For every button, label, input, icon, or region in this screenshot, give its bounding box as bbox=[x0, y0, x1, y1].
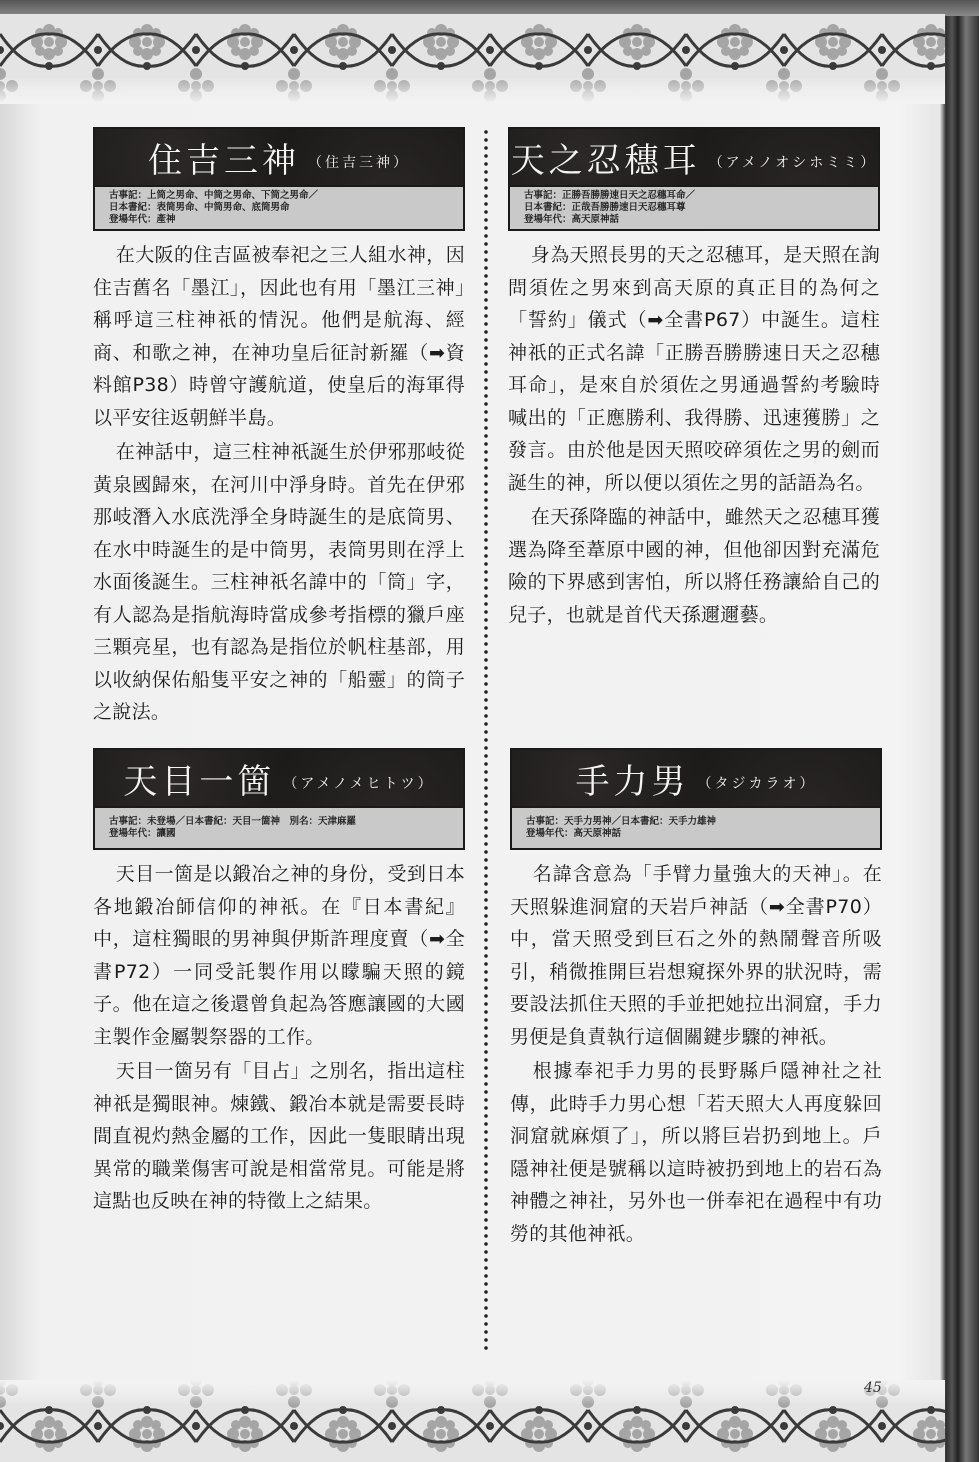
entry-reading: （アメノメヒトツ） bbox=[283, 776, 435, 792]
entry-ame-no-mahitotsu bbox=[93, 748, 465, 1220]
entry-reading: （住吉三神） bbox=[308, 155, 410, 171]
entry-title: 手力男 bbox=[575, 761, 690, 802]
page-number: 45 bbox=[864, 1380, 882, 1396]
entry-header bbox=[508, 127, 880, 231]
title-row bbox=[95, 129, 463, 185]
entry-title: 天之忍穗耳 bbox=[510, 140, 701, 181]
paragraph: 天目一箇另有「目占」之別名，指出這柱神祇是獨眼神。煉鐵、鍛冶本就是需要長時間直視灼熱金屬的工作，因此一隻眼睛出現異常的職業傷害可說是相當常見。可能是將這點也反映在神的特徵上之結果。 bbox=[93, 1060, 465, 1212]
entry-header bbox=[93, 748, 465, 850]
floral-pattern-icon bbox=[0, 1380, 945, 1462]
floral-pattern-icon bbox=[0, 14, 945, 104]
decorative-top-border bbox=[0, 14, 945, 104]
entry-body bbox=[93, 858, 465, 1218]
entry-meta bbox=[510, 185, 878, 229]
meta-line: 登場年代：高天原神話 bbox=[524, 214, 620, 225]
entry-body bbox=[510, 858, 882, 1250]
paragraph: 在神話中，這三柱神祇誕生於伊邪那岐從黃泉國歸來，在河川中淨身時。首先在伊邪那岐潛入水底洗淨全身時誕生的是底筒男、在水中時誕生的是中筒男，表筒男則在浮上水面後誕生。三柱神祇名諱中的「筒」字，有人認為是指航海時當成參考指標的獵戶座三顆亮星，也有認為是指位於帆柱基部，用以收納保佑船隻平安之神的「船靈」的筒子之說法。 bbox=[93, 441, 465, 723]
entry-title: 天目一箇 bbox=[123, 761, 276, 802]
meta-line: 登場年代：產神 bbox=[109, 214, 176, 225]
title-row bbox=[512, 750, 880, 806]
column-divider-dotted bbox=[484, 128, 488, 1350]
paragraph: 天目一箇是以鍛冶之神的身份，受到日本各地鍛冶師信仰的神祇。在『日本書紀』中，這柱獨眼的男神與伊斯許理度賣（➡全書P72）一同受託製作用以矇騙天照的鏡子。他在這之後還曾負起為答應讓國的大國主製作金屬製祭器的工作。 bbox=[93, 863, 465, 1048]
meta-line: 登場年代：高天原神話 bbox=[526, 828, 622, 839]
meta-line: 日本書紀：正哉吾勝勝速日天忍穗耳尊 bbox=[524, 202, 686, 213]
title-row bbox=[95, 750, 463, 806]
entry-reading: （アメノオシホミミ） bbox=[708, 155, 878, 171]
meta-line: 日本書紀：表筒男命、中筒男命、底筒男命 bbox=[109, 202, 290, 213]
entry-body bbox=[93, 239, 465, 729]
meta-line: 古事記：上筒之男命、中筒之男命、下筒之男命／ bbox=[109, 190, 319, 201]
entry-body bbox=[508, 239, 880, 631]
entry-sumiyoshi-sanjin bbox=[93, 127, 465, 731]
meta-line: 登場年代：讓國 bbox=[109, 828, 176, 839]
entry-ame-no-oshihomimi bbox=[508, 127, 880, 633]
paragraph: 在大阪的住吉區被奉祀之三人組水神，因住吉舊名「墨江」，因此也有用「墨江三神」稱呼這三柱神祇的情況。他們是航海、經商、和歌之神，在神功皇后征討新羅（➡資料館P38）時曾守護航道，使皇后的海軍得以平安往返朝鮮半島。 bbox=[93, 244, 465, 429]
entry-reading: （タジカラオ） bbox=[697, 776, 817, 792]
meta-line: 古事記：天手力男神／日本書紀：天手力雄神 bbox=[526, 816, 717, 827]
paragraph: 名諱含意為「手臂力量強大的天神」。在天照躲進洞窟的天岩戶神話（➡全書P70）中，當天照受到巨石之外的熱鬧聲音所吸引，稍微推開巨岩想窺探外界的狀況時，需要設法抓住天照的手並把她拉出洞窟，手力男便是負責執行這個關鍵步驟的神祇。 bbox=[510, 863, 882, 1048]
entry-header bbox=[93, 127, 465, 231]
paragraph: 在天孫降臨的神話中，雖然天之忍穗耳獲選為降至葦原中國的神，但他卻因對充滿危險的下界感到害怕，所以將任務讓給自己的兒子，也就是首代天孫邇邇藝。 bbox=[508, 506, 880, 626]
meta-line: 古事記：正勝吾勝勝速日天之忍穗耳命／ bbox=[524, 190, 696, 201]
title-row bbox=[510, 129, 878, 185]
entry-meta bbox=[95, 185, 463, 229]
paragraph: 身為天照長男的天之忍穗耳，是天照在詢問須佐之男來到高天原的真正目的為何之「誓約」儀式（➡全書P67）中誕生。這柱神祇的正式名諱「正勝吾勝勝速日天之忍穗耳命」，是來自於須佐之男通過誓約考驗時喊出的「正應勝利、我得勝、迅速獲勝」之發言。由於他是因天照咬碎須佐之男的劍而誕生的神，所以便以須佐之男的話語為名。 bbox=[508, 244, 880, 494]
entry-header bbox=[510, 748, 882, 850]
entry-meta bbox=[95, 806, 463, 848]
meta-line: 古事記：未登場／日本書紀：天目一箇神 別名：天津麻羅 bbox=[109, 816, 357, 827]
entry-meta bbox=[512, 806, 880, 848]
entry-tajikarao bbox=[510, 748, 882, 1252]
decorative-bottom-border bbox=[0, 1380, 945, 1462]
entry-title: 住吉三神 bbox=[148, 140, 300, 181]
paragraph: 根據奉祀手力男的長野縣戶隱神社之社傳，此時手力男心想「若天照大人再度躲回洞窟就麻煩了」，所以將巨岩扔到地上。戶隱神社便是號稱以這時被扔到地上的岩石為神體之神社，另外也一併奉祀在過程中有功勞的其他神祇。 bbox=[510, 1060, 882, 1245]
